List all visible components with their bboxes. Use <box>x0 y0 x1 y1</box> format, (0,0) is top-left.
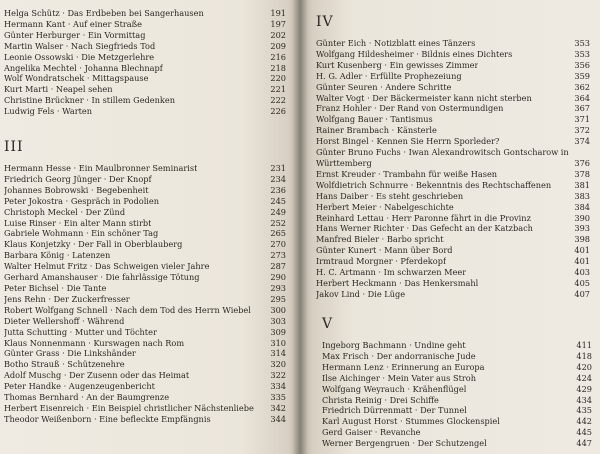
toc-entry-title: Friedrich Dürrenmatt · Der Tunnel <box>322 405 467 416</box>
toc-entry-title: Herbert Eisenreich · Ein Beispiel christlicher Nächstenliebe <box>4 402 254 413</box>
toc-entry-page-number: 393 <box>574 223 590 234</box>
toc-entry <box>316 38 590 49</box>
toc-entry <box>316 223 590 234</box>
toc-entry <box>4 41 286 52</box>
toc-entry-title: Günter Herburger · Ein Vormittag <box>4 29 146 40</box>
toc-entry <box>4 163 286 174</box>
toc-entry-page-number: 420 <box>576 361 592 372</box>
toc-entry-title: Rainer Brambach · Känsterle <box>316 125 437 136</box>
toc-entry-page-number: 353 <box>574 38 590 48</box>
toc-entry-title: Wolfdietrich Schnurre · Bekenntnis des Rechtschaffenen <box>316 179 552 190</box>
toc-entry <box>316 114 590 125</box>
toc-entry-page-number: 320 <box>270 359 286 370</box>
toc-entry-title: Jakov Lind · Die Lüge <box>316 288 406 299</box>
toc-entry <box>316 71 590 82</box>
toc-entry <box>4 8 286 19</box>
toc-entry-title: Jens Rehn · Der Zuckerfresser <box>4 293 130 304</box>
toc-entry <box>4 272 286 283</box>
toc-entry-page-number: 309 <box>270 326 286 337</box>
toc-entry <box>4 207 286 218</box>
toc-entry-page-number: 401 <box>574 256 590 267</box>
section-v <box>322 316 592 449</box>
toc-entry <box>316 60 590 71</box>
toc-entry <box>316 245 590 256</box>
toc-entry-title: Kurt Kusenberg · Ein gewisses Zimmer <box>316 59 479 70</box>
toc-entry-page-number: 405 <box>574 277 590 288</box>
toc-entry <box>4 239 286 250</box>
toc-entry <box>4 95 286 106</box>
toc-entry-title: Wolf Wondratschek · Mittagspause <box>4 73 149 84</box>
toc-entry-page-number: 434 <box>576 394 592 405</box>
toc-entry-page-number: 218 <box>270 62 286 73</box>
toc-entry <box>4 338 286 349</box>
toc-entry-page-number: 435 <box>576 405 592 416</box>
toc-entry-page-number: 231 <box>270 163 286 173</box>
toc-entry-title: Max Frisch · Der andorranische Jude <box>322 350 476 361</box>
toc-entry-title: Württemberg <box>316 157 372 168</box>
toc-entry-title: Reinhard Lettau · Herr Paronne fährt in die Provinz <box>316 212 531 223</box>
toc-entry-title: Christa Reinig · Drei Schiffe <box>322 394 439 405</box>
toc-entry-title: Christoph Meckel · Der Zünd <box>4 206 126 217</box>
toc-entry-title: Horst Bingel · Kennen Sie Herrn Sporleder? <box>316 136 500 147</box>
toc-entry-page-number: 442 <box>576 416 592 427</box>
toc-entry-title: Hermann Kant · Auf einer Straße <box>4 18 142 29</box>
toc-entry-title: Hermann Hesse · Ein Maulbronner Seminarist <box>4 163 198 173</box>
toc-entry-title: Robert Wolfgang Schnell · Nach dem Tod des Herrn Wiebel <box>4 304 251 315</box>
toc-entry <box>4 174 286 185</box>
toc-entry-page-number: 374 <box>574 136 590 147</box>
toc-entry-title: Christine Brückner · In stillem Gedenken <box>4 95 175 106</box>
toc-entry-page-number: 270 <box>270 239 286 250</box>
toc-entry-page-number: 236 <box>270 184 286 195</box>
toc-entry-title: Herbert Meier · Nabelgeschichte <box>316 201 454 212</box>
toc-entry <box>316 202 590 213</box>
toc-entry-page-number: 407 <box>574 288 590 299</box>
toc-entry-title: Günter Seuren · Andere Schritte <box>316 81 452 92</box>
toc-entry-page-number: 273 <box>270 250 286 261</box>
toc-entry-page-number: 295 <box>270 293 286 304</box>
toc-entry-title: Peter Handke · Augenzeugenbericht <box>4 381 155 392</box>
toc-entry-page-number: 245 <box>270 195 286 206</box>
toc-entry <box>4 359 286 370</box>
toc-entry-page-number: 445 <box>576 427 592 438</box>
toc-entry-title: Gabriele Wohmann · Ein schöner Tag <box>4 228 159 239</box>
toc-entry-page-number: 424 <box>576 372 592 383</box>
toc-entry <box>4 370 286 381</box>
toc-entry-page-number: 221 <box>270 84 286 95</box>
toc-entry-page-number: 220 <box>270 73 286 84</box>
toc-entry-page-number: 300 <box>270 304 286 315</box>
toc-entry-page-number: 334 <box>270 381 286 392</box>
toc-entry-page-number: 216 <box>270 51 286 62</box>
toc-entry <box>316 103 590 114</box>
toc-entry-title: Barbara König · Latenzen <box>4 250 111 261</box>
toc-entry <box>316 93 590 104</box>
toc-entry-title: Ingeborg Bachmann · Undine geht <box>322 340 466 350</box>
toc-entry-page-number: 209 <box>270 40 286 51</box>
toc-entry-page-number: 222 <box>270 95 286 106</box>
toc-entry <box>4 250 286 261</box>
toc-entry-page-number: 197 <box>270 18 286 29</box>
section-iv-numeral: IV <box>316 14 334 30</box>
toc-entry-page-number: 335 <box>270 392 286 403</box>
toc-entry-page-number: 390 <box>574 212 590 223</box>
toc-entry <box>4 73 286 84</box>
toc-entry-page-number: 293 <box>270 282 286 293</box>
section-iii <box>4 139 286 425</box>
toc-entry-page-number: 403 <box>574 267 590 278</box>
toc-entry <box>316 213 590 224</box>
toc-entry <box>316 278 590 289</box>
toc-entry-title: Walter Helmut Fritz · Das Schweigen vieler Jahre <box>4 261 210 272</box>
toc-entry-title: Günter Eich · Notizblatt eines Tänzers <box>316 38 476 48</box>
toc-entry-title: Ilse Aichinger · Mein Vater aus Stroh <box>322 372 476 383</box>
toc-entry-page-number: 252 <box>270 217 286 228</box>
toc-entry-title: Klaus Konjetzky · Der Fall in Oberblauberg <box>4 239 183 250</box>
toc-entry <box>316 180 590 191</box>
toc-entry-page-number: 376 <box>574 157 590 168</box>
toc-entry-page-number: 249 <box>270 206 286 217</box>
toc-entry-page-number: 290 <box>270 272 286 283</box>
toc-entry-page-number: 378 <box>574 168 590 179</box>
toc-entry-page-number: 234 <box>270 173 286 184</box>
toc-entry-title: Günter Grass · Die Linkshänder <box>4 348 136 359</box>
toc-entry <box>322 340 592 351</box>
toc-entry-title: Martin Walser · Nach Siegfrieds Tod <box>4 40 156 51</box>
toc-entry <box>322 438 592 449</box>
section-iv-list <box>316 38 590 300</box>
toc-entry <box>322 384 592 395</box>
toc-entry-title: Gerhard Amanshauser · Die fahrlässige Tötung <box>4 272 200 283</box>
section-ii-tail <box>4 8 286 117</box>
toc-entry-page-number: 287 <box>270 261 286 272</box>
toc-entry <box>4 316 286 327</box>
toc-entry-title: Günter Kunert · Mann über Bord <box>316 245 453 256</box>
toc-entry-title: Luise Rinser · Ein alter Mann stirbt <box>4 217 152 228</box>
toc-entry-title: Franz Hohler · Der Rand von Ostermundigen <box>316 103 504 114</box>
toc-entry <box>322 351 592 362</box>
toc-entry <box>4 196 286 207</box>
toc-entry <box>4 348 286 359</box>
toc-entry-page-number: 364 <box>574 92 590 103</box>
toc-entry <box>316 82 590 93</box>
section-iii-numeral: III <box>4 139 24 155</box>
toc-entry-title: Wolfgang Hildesheimer · Bildnis eines Dichters <box>316 48 513 59</box>
toc-entry-page-number: 401 <box>574 245 590 256</box>
toc-entry <box>4 52 286 63</box>
toc-entry-title: Herbert Heckmann · Das Henkersmahl <box>316 277 479 288</box>
toc-entry-title: Helga Schütz · Das Erdbeben bei Sangerhausen <box>4 8 204 18</box>
toc-entry-title: Günter Bruno Fuchs · Iwan Alexandrowitsch Gontscharow in <box>316 147 569 158</box>
toc-entry-title: Friedrich Georg Jünger · Der Knopf <box>4 173 152 184</box>
toc-entry <box>316 234 590 245</box>
toc-entry <box>4 381 286 392</box>
toc-entry-title: H. G. Adler · Erfüllte Prophezeiung <box>316 70 462 81</box>
toc-entry <box>322 373 592 384</box>
toc-entry-page-number: 372 <box>574 125 590 136</box>
toc-entry-title: Adolf Muschg · Der Zusenn oder das Heimat <box>4 370 190 381</box>
toc-entry-page-number: 356 <box>574 59 590 70</box>
toc-entry <box>316 169 590 180</box>
toc-entry <box>4 305 286 316</box>
section-iv <box>316 14 590 300</box>
toc-entry-title: Angelika Mechtel · Johanna Blechnapf <box>4 62 163 73</box>
toc-entry-title: Manfred Bieler · Barbo spricht <box>316 234 444 245</box>
toc-entry <box>316 158 590 169</box>
toc-entry <box>4 327 286 338</box>
toc-entry <box>4 30 286 41</box>
toc-entry <box>316 125 590 136</box>
toc-entry-page-number: 191 <box>270 8 286 18</box>
toc-entry-page-number: 383 <box>574 190 590 201</box>
toc-entry-page-number: 226 <box>270 106 286 117</box>
toc-entry-page-number: 344 <box>270 413 286 424</box>
toc-entry-page-number: 367 <box>574 103 590 114</box>
toc-entry-page-number: 353 <box>574 48 590 59</box>
toc-entry-title: Klaus Nonnenmann · Kurswagen nach Rom <box>4 337 185 348</box>
section-v-numeral: V <box>322 316 334 332</box>
toc-entry-title: Jutta Schutting · Mutter und Töchter <box>4 326 157 337</box>
book-gutter <box>292 0 308 454</box>
toc-entry-title: Gerd Gaiser · Revanche <box>322 427 421 438</box>
toc-entry-page-number: 384 <box>574 201 590 212</box>
toc-entry-title: Peter Bichsel · Die Tante <box>4 282 107 293</box>
toc-entry-page-number: 398 <box>574 234 590 245</box>
toc-entry-page-number: 447 <box>576 438 592 449</box>
toc-entry <box>4 63 286 74</box>
toc-entry-title: Thomas Bernhard · An der Baumgrenze <box>4 392 170 403</box>
toc-entry-page-number: 362 <box>574 81 590 92</box>
toc-entry-page-number: 371 <box>574 114 590 125</box>
toc-entry-page-number: 322 <box>270 370 286 381</box>
toc-entry <box>322 405 592 416</box>
toc-entry <box>4 84 286 95</box>
toc-entry-page-number: 381 <box>574 179 590 190</box>
toc-entry-page-number: 265 <box>270 228 286 239</box>
toc-entry-page-number: 411 <box>576 340 592 350</box>
toc-entry-title: H. C. Artmann · Im schwarzen Meer <box>316 267 467 278</box>
toc-entry <box>4 185 286 196</box>
toc-entry <box>4 294 286 305</box>
toc-entry <box>316 136 590 147</box>
toc-entry-title: Irmtraud Morgner · Pferdekopf <box>316 256 446 267</box>
toc-entry <box>4 19 286 30</box>
toc-entry <box>322 362 592 373</box>
toc-entry-title: Dieter Wellershoff · Während <box>4 315 125 326</box>
toc-entry <box>316 289 590 300</box>
toc-entry-title: Leonie Ossowski · Die Metzgerlehre <box>4 51 155 62</box>
toc-entry <box>4 283 286 294</box>
toc-entry-page-number: 418 <box>576 350 592 361</box>
toc-entry <box>4 106 286 117</box>
toc-entry <box>4 403 286 414</box>
toc-entry-title: Ludwig Fels · Warten <box>4 106 93 117</box>
toc-entry <box>322 427 592 438</box>
toc-entry-title: Werner Bergengruen · Der Schutzengel <box>322 438 487 449</box>
toc-entry-title: Hans Daiber · Es steht geschrieben <box>316 190 464 201</box>
toc-entry <box>316 147 590 158</box>
toc-entry-page-number: 429 <box>576 383 592 394</box>
toc-entry <box>322 416 592 427</box>
toc-entry-page-number: 310 <box>270 337 286 348</box>
section-iii-list <box>4 163 286 425</box>
toc-entry-title: Botho Strauß · Schützenehre <box>4 359 125 370</box>
toc-entry-title: Wolfgang Weyrauch · Krähenflügel <box>322 383 467 394</box>
toc-entry-title: Walter Vogt · Der Bäckermeister kann nicht sterben <box>316 92 532 103</box>
toc-entry <box>316 191 590 202</box>
toc-entry-title: Wolfgang Bauer · Tantismus <box>316 114 433 125</box>
toc-entry <box>4 261 286 272</box>
toc-entry-title: Ernst Kreuder · Trambahn für weiße Hasen <box>316 168 498 179</box>
toc-entry-page-number: 202 <box>270 29 286 40</box>
toc-entry-title: Karl August Horst · Stummes Glockenspiel <box>322 416 500 427</box>
toc-entry <box>316 267 590 278</box>
toc-entry-title: Peter Jokostra · Gespräch in Podolien <box>4 195 160 206</box>
toc-entry-title: Hans Werner Richter · Das Gefecht an der Katzbach <box>316 223 533 234</box>
section-v-list <box>322 340 592 449</box>
toc-entry <box>4 228 286 239</box>
toc-entry <box>322 395 592 406</box>
toc-entry-page-number: 314 <box>270 348 286 359</box>
toc-entry-title: Kurt Marti · Neapel sehen <box>4 84 113 95</box>
toc-entry-page-number: 303 <box>270 315 286 326</box>
toc-entry-page-number: 359 <box>574 70 590 81</box>
toc-entry <box>4 392 286 403</box>
toc-entry-title: Theodor Weißenborn · Eine befleckte Empfängnis <box>4 413 211 424</box>
toc-entry <box>316 256 590 267</box>
toc-entry-page-number: 342 <box>270 402 286 413</box>
toc-entry-title: Johannes Bobrowski · Begebenheit <box>4 184 149 195</box>
toc-entry <box>316 49 590 60</box>
toc-entry <box>4 218 286 229</box>
toc-entry <box>4 414 286 425</box>
toc-entry-title: Hermann Lenz · Erinnerung an Europa <box>322 361 485 372</box>
right-page <box>300 0 600 454</box>
